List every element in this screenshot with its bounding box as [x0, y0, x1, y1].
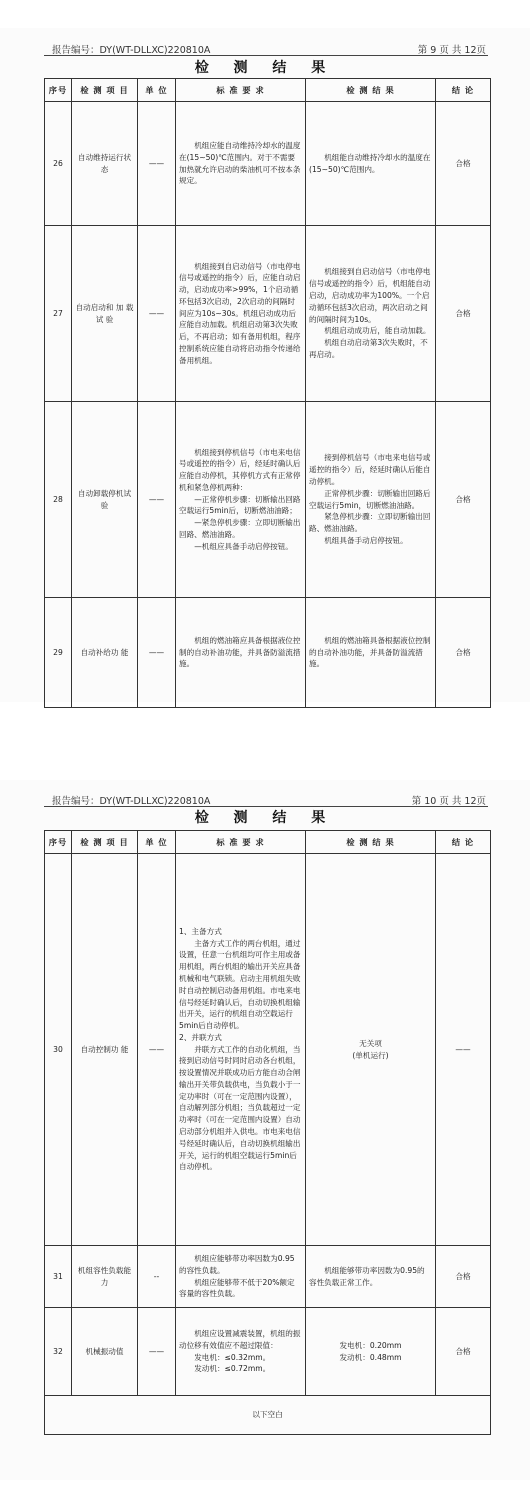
col-header-item: 检 测 项 目 — [72, 79, 138, 102]
unit: —— — [138, 1308, 176, 1396]
row-number: 29 — [45, 598, 72, 708]
result-text: 机组具备手动启停按钮。 — [324, 535, 408, 545]
col-header-conclusion: 结 论 — [436, 831, 491, 854]
test-item: 机组容性负载能力 — [72, 1246, 138, 1308]
result-text: 机组自动启动第3次失败时，不再启动。 — [309, 338, 428, 359]
table-row — [45, 1308, 491, 1396]
results-table — [44, 78, 491, 708]
standard-text: 机组接到自启动信号（市电停电信号或遥控的指令）后，应能自动启动，启动成功率>99%，1个启动循环包括3次启动，2次启动的间隔时间应为10s~30s。机组启动成功后应能自动加载。机组启动第3次失败后，不再启动；如有备用机组，程序控制系统应能自动将启动指令传递给备用机组。 — [179, 261, 301, 365]
table-header-row — [45, 79, 491, 102]
test-item: 自动控制功 能 — [72, 854, 138, 1246]
test-result — [306, 226, 436, 402]
test-item: 机械振动值 — [72, 1308, 138, 1396]
page-title: 检 测 结 果 — [194, 810, 336, 826]
standard-text: 机组接到停机信号（市电来电信号或遥控的指令）后，经延时确认后应能自动停机，其停机方式有正常停机和紧急停机两种： — [179, 447, 301, 492]
standard-text: 发动机：≤0.72mm。 — [194, 1364, 271, 1374]
col-header-standard: 标 准 要 求 — [176, 831, 306, 854]
col-header-conclusion: 结 论 — [436, 79, 491, 102]
standard-requirement — [176, 226, 306, 402]
standard-text: 机组应能够带功率因数为0.95的容性负载。 — [179, 1253, 295, 1275]
standard-requirement — [176, 598, 306, 708]
standard-text: 发电机：≤0.32mm。 — [194, 1352, 271, 1362]
table-header-row — [45, 831, 491, 854]
blank-below-note: 以下空白 — [45, 1396, 491, 1435]
page-title: 检 测 结 果 — [194, 60, 336, 76]
standard-text: 并联方式工作的自动化机组，当接到启动信号时同时启动各台机组，按设置情况并联成功后方能自动合闸输出开关带负载供电，当负载小于一定功率时（可在一定范围内设置），自动解列部分机组；当负载超过一定功率时（可在一定范围内设置）自动启动部分机组并入供电。市电来电信号经延时确认后，自动切换机组输出开关，运行的机组空载运行5min后自动停机。 — [179, 1044, 301, 1172]
test-item: 自动启动和 加 载 试 验 — [72, 226, 138, 402]
table-row — [45, 598, 491, 708]
row-number: 32 — [45, 1308, 72, 1396]
col-header-result: 检 测 结 果 — [306, 79, 436, 102]
result-text: 机组能自动维持冷却水的温度在(15~50)℃范围内。 — [309, 152, 431, 174]
result-text: 机组接到自启动信号（市电停电信号或遥控的指令）后，机组能自动启动，启动成功率为100%。一个启动循环包括3次启动，两次启动之间的间隔时间为10s。 — [309, 267, 431, 324]
standard-text: —机组应具备手动启停按钮。 — [194, 541, 293, 551]
test-item: 自动卸载停机试验 — [72, 402, 138, 598]
result-text: 紧急停机步骤：立即切断输出回路、燃油油路。 — [309, 512, 431, 534]
col-header-result: 检 测 结 果 — [306, 831, 436, 854]
standard-text: 主备方式工作的两台机组，通过设置，任意一台机组均可作主用或备用机组，两台机组的输出开关应具备机械和电气联锁。启动主用机组失败时自动控制启动备用机组。市电来电信号经延时确认后，自动切换机组输出开关，运行的机组自动空载运行5min后自动停机。 — [179, 938, 301, 1031]
col-header-unit: 单 位 — [138, 79, 176, 102]
standard-text: —紧急停机步骤：立即切断输出回路、燃油油路。 — [179, 518, 301, 539]
page-number: 第 9 页 共 12页 — [417, 45, 486, 56]
table-row — [45, 1246, 491, 1308]
unit: —— — [138, 402, 176, 598]
standard-requirement — [176, 854, 306, 1246]
result-text: 机组启动成功后，能自动加载。 — [324, 326, 431, 336]
standard-text: 机组应能够带不低于20%额定容量的容性负载。 — [179, 1277, 295, 1299]
test-result — [306, 102, 436, 226]
result-text: 机组的燃油箱具备根据液位控制的自动补油功能，并具备防溢流措施。 — [309, 635, 431, 669]
standard-requirement — [176, 1308, 306, 1396]
test-result — [306, 598, 436, 708]
report-number: 报告编号：DY(WT-DLLXC)220810A — [52, 45, 211, 56]
result-text: 接到停机信号（市电来电信号或遥控的指令）后，经延时确认后能自动停机。 — [309, 453, 431, 486]
standard-text: —正常停机步骤：切断输出回路空载运行5min后，切断燃油油路； — [179, 494, 301, 516]
header-rule — [44, 55, 488, 56]
table-row — [45, 226, 491, 402]
conclusion: 合格 — [436, 598, 491, 708]
conclusion: 合格 — [436, 1246, 491, 1308]
table-footer-row — [45, 1396, 491, 1435]
standard-text: 1、主备方式 — [179, 926, 222, 936]
row-number: 30 — [45, 854, 72, 1246]
unit: —— — [138, 226, 176, 402]
standard-text: 2、并联方式 — [179, 1032, 222, 1042]
standard-text: 机组应能自动维持冷却水的温度在(15~50)℃范围内。对于不需要加热就允许启动的柴油机可不按本条规定。 — [179, 140, 301, 186]
row-number: 26 — [45, 102, 72, 226]
standard-requirement — [176, 102, 306, 226]
result-text: 发电机：0.20mm — [339, 1340, 402, 1350]
row-number: 31 — [45, 1246, 72, 1308]
conclusion: 合格 — [436, 1308, 491, 1396]
row-number: 28 — [45, 402, 72, 598]
table-row — [45, 402, 491, 598]
result-text: 无关项 — [359, 1038, 382, 1048]
result-text: 机组能够带功率因数为0.95的容性负载正常工作。 — [309, 1265, 425, 1287]
conclusion: —— — [436, 854, 491, 1246]
col-header-no: 序号 — [45, 79, 72, 102]
test-result — [306, 1308, 436, 1396]
standard-requirement — [176, 402, 306, 598]
test-result — [306, 402, 436, 598]
unit: —— — [138, 854, 176, 1246]
table-row — [45, 102, 491, 226]
results-table — [44, 830, 491, 1435]
report-number: 报告编号：DY(WT-DLLXC)220810A — [52, 796, 211, 807]
standard-text: 机组的燃油箱应具备根据液位控制的自动补油功能，并具备防溢流措施。 — [179, 635, 301, 669]
conclusion: 合格 — [436, 402, 491, 598]
standard-text: 机组应设置减震装置，机组的振动位移有效值应不超过限值： — [179, 1328, 301, 1350]
unit: —— — [138, 598, 176, 708]
conclusion: 合格 — [436, 102, 491, 226]
page-number: 第 10 页 共 12页 — [411, 796, 486, 807]
test-result — [306, 854, 436, 1246]
unit: -- — [138, 1246, 176, 1308]
col-header-no: 序号 — [45, 831, 72, 854]
result-text: 发动机：0.48mm — [339, 1352, 402, 1362]
test-item: 自动维持运行状态 — [72, 102, 138, 226]
test-result — [306, 1246, 436, 1308]
result-text: 正常停机步骤：切断输出回路后空载运行5min，切断燃油油路。 — [309, 488, 431, 510]
test-item: 自动补给功 能 — [72, 598, 138, 708]
col-header-standard: 标 准 要 求 — [176, 79, 306, 102]
result-text: (单机运行) — [352, 1050, 389, 1060]
conclusion: 合格 — [436, 226, 491, 402]
col-header-item: 检 测 项 目 — [72, 831, 138, 854]
standard-requirement — [176, 1246, 306, 1308]
table-row — [45, 854, 491, 1246]
col-header-unit: 单 位 — [138, 831, 176, 854]
row-number: 27 — [45, 226, 72, 402]
unit: —— — [138, 102, 176, 226]
